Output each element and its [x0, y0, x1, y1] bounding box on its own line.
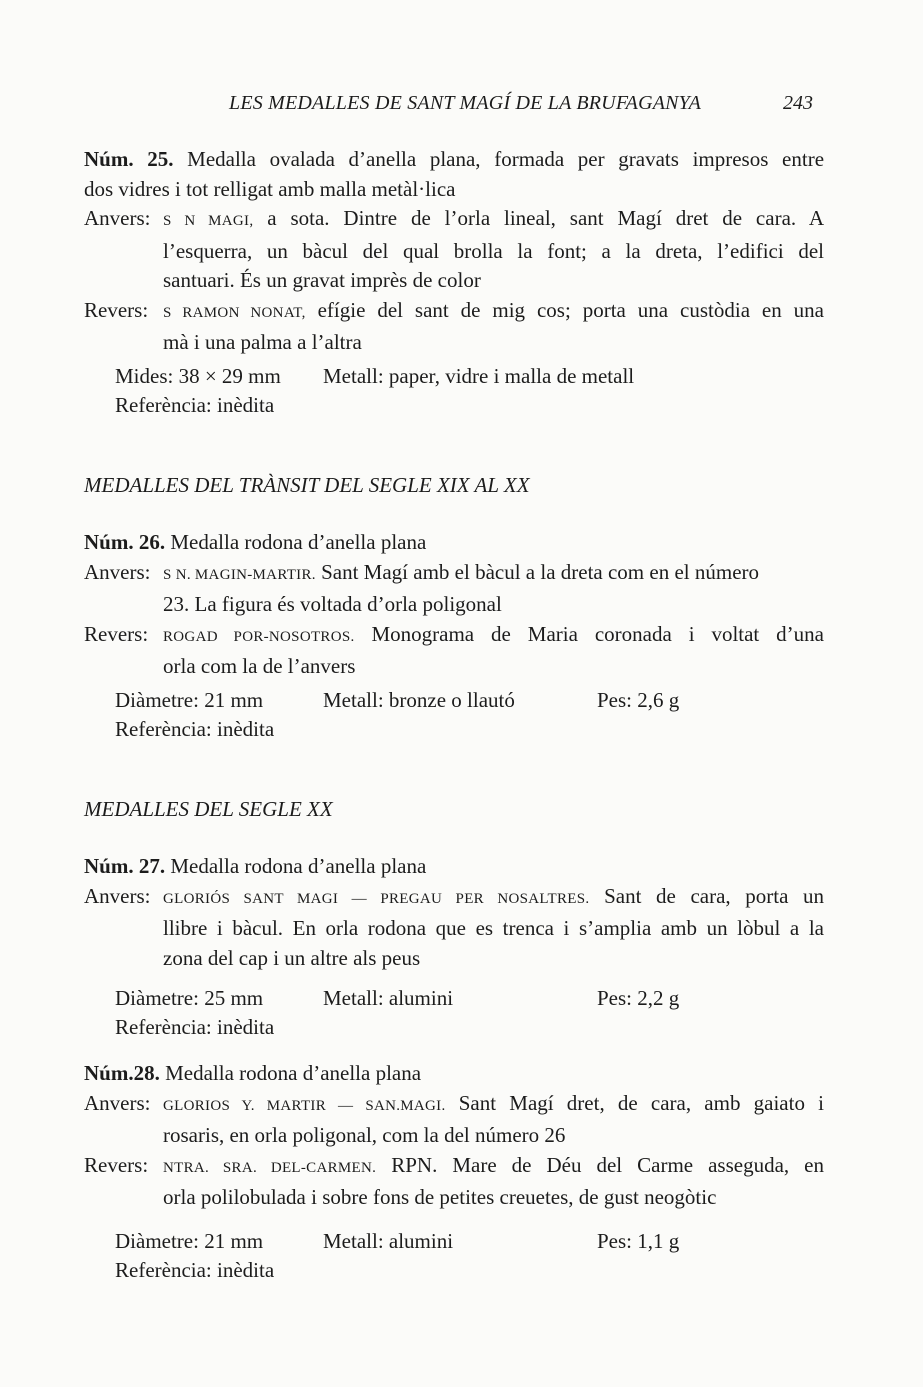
revers-legend: ROGAD POR-NOSOTROS.	[163, 628, 355, 645]
mides: Mides: 38 × 29 mm	[115, 364, 281, 388]
entry-25-heading: Núm. 25. Medalla ovalada d’anella plana, formada per gravats impresos entre	[84, 147, 825, 171]
anvers-legend: GLORIÓS SANT MAGI — PREGAU PER NOSALTRES.	[163, 890, 590, 907]
entry-25-revers: Revers: S RAMON NONAT, efígie del sant de mig cos; porta una custòdia en una mà i una palma a l’altra	[84, 296, 824, 358]
section-heading-segle-xx: MEDALLES DEL SEGLE XX	[84, 797, 333, 821]
entry-26	[84, 528, 824, 682]
anvers-label: Anvers:	[84, 559, 151, 584]
entry-26-heading: Núm. 26. Medalla rodona d’anella plana	[84, 530, 427, 554]
entry-27	[84, 852, 824, 973]
entry-28-anvers: Anvers: GLORIOS Y. MARTIR — SAN.MAGI. Sant Magí dret, de cara, amb gaiato i rosaris, en orla poligonal, com la del número 26	[84, 1089, 824, 1151]
diametre: Diàmetre: 21 mm	[115, 688, 264, 712]
revers-legend: S RAMON NONAT,	[163, 304, 306, 321]
metall: Metall: alumini	[323, 1229, 454, 1253]
revers-label: Revers:	[84, 621, 149, 646]
diametre: Diàmetre: 21 mm	[115, 1229, 264, 1253]
referencia: Referència: inèdita	[115, 1258, 275, 1282]
entry-27-anvers: Anvers: GLORIÓS SANT MAGI — PREGAU PER NOSALTRES. Sant de cara, porta un llibre i bàcul. En orla rodona que es trenca i s’amplia amb un lòbul a la zona del cap i un altre als peus	[84, 882, 824, 974]
entry-28-heading: Núm.28. Medalla rodona d’anella plana	[84, 1061, 422, 1085]
metall: Metall: alumini	[323, 986, 454, 1010]
revers-label: Revers:	[84, 297, 149, 322]
metall: Metall: bronze o llautó	[323, 688, 515, 712]
section-heading-transit: MEDALLES DEL TRÀNSIT DEL SEGLE XIX AL XX	[84, 473, 530, 497]
entry-25-anvers: Anvers: S N MAGI, a sota. Dintre de l’orla lineal, sant Magí dret de cara. A l’esquerra, un bàcul del qual brolla la font; a la dreta, l’edifici del santuari. És un gravat imprès de color	[84, 204, 824, 296]
diametre: Diàmetre: 25 mm	[115, 986, 264, 1010]
entry-27-heading: Núm. 27. Medalla rodona d’anella plana	[84, 854, 427, 878]
referencia: Referència: inèdita	[115, 717, 275, 741]
pes: Pes: 2,6 g	[597, 688, 680, 712]
anvers-legend: GLORIOS Y. MARTIR — SAN.MAGI.	[163, 1097, 446, 1114]
entry-28	[84, 1059, 824, 1213]
entry-26-revers: Revers: ROGAD POR-NOSOTROS. Monograma de Maria coronada i voltat d’una orla com la de l’anvers	[84, 620, 824, 682]
anvers-legend: S N. MAGIN-MARTIR.	[163, 566, 316, 583]
pes: Pes: 2,2 g	[597, 986, 680, 1010]
referencia: Referència: inèdita	[115, 393, 275, 417]
metall: Metall: paper, vidre i malla de metall	[323, 364, 635, 388]
page-number: 243	[783, 92, 813, 114]
anvers-label: Anvers:	[84, 1090, 151, 1115]
pes: Pes: 1,1 g	[597, 1229, 680, 1253]
entry-28-revers: Revers: NTRA. SRA. DEL-CARMEN. RPN. Mare de Déu del Carme asseguda, en orla polilobulada i sobre fons de petites creuetes, de gust neogòtic	[84, 1151, 824, 1213]
anvers-label: Anvers:	[84, 206, 151, 230]
anvers-label: Anvers:	[84, 883, 151, 908]
entry-25	[84, 145, 824, 358]
anvers-legend: S N MAGI,	[163, 213, 254, 229]
entry-26-anvers: Anvers: S N. MAGIN-MARTIR. Sant Magí amb el bàcul a la dreta com en el número 23. La figura és voltada d’orla poligonal	[84, 558, 824, 620]
referencia: Referència: inèdita	[115, 1015, 275, 1039]
entry-25-desc-cont: dos vidres i tot relligat amb malla metàl·lica	[84, 176, 456, 201]
running-header-title: LES MEDALLES DE SANT MAGÍ DE LA BRUFAGANYA	[229, 92, 702, 114]
revers-legend: NTRA. SRA. DEL-CARMEN.	[163, 1159, 377, 1176]
revers-label: Revers:	[84, 1152, 149, 1177]
